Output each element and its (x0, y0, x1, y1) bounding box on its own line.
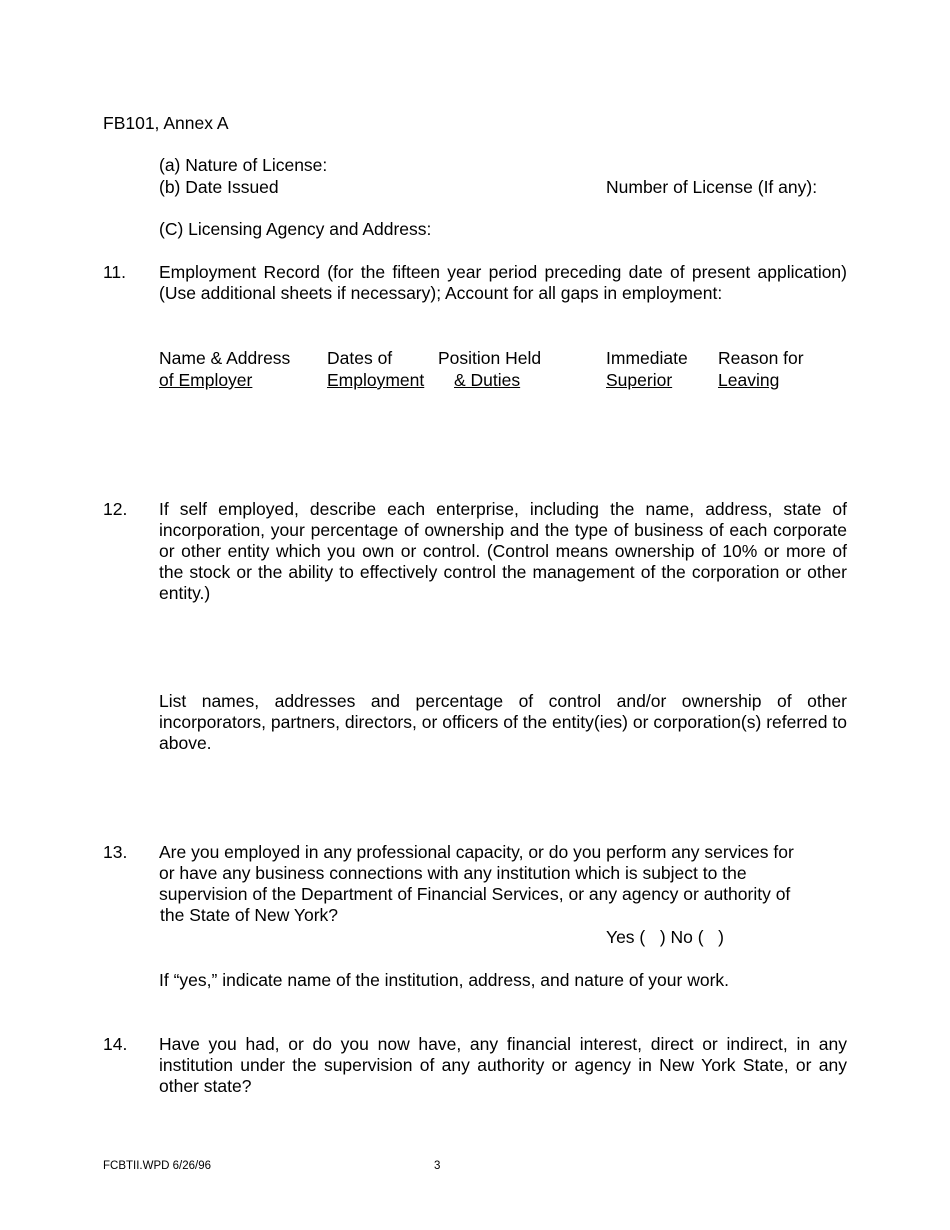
col-employer-line1: Name & Address (159, 348, 291, 368)
q13-line1: Are you employed in any professional capacity, or do you perform any services for (159, 842, 794, 862)
q14-text: Have you had, or do you now have, any financial interest, direct or indirect, in any institution under the supervision of any authority or agency in New York State, or any other state? (159, 1034, 847, 1096)
col-dates-line1: Dates of (327, 348, 393, 368)
q11-text: Employment Record (for the fifteen year period preceding date of present application) (Use additional sheets if necessary); Account for all gaps in employment: (159, 262, 847, 303)
col-superior-line1: Immediate (606, 348, 688, 368)
col-position-line1: Position Held (438, 348, 542, 368)
q11-number: 11. (103, 262, 127, 282)
col-position-line2: & Duties (454, 370, 521, 390)
license-nature-label: (a) Nature of License: (159, 155, 328, 175)
footer-page-number: 3 (434, 1160, 441, 1172)
col-reason-line2: Leaving (718, 370, 780, 390)
q12-number: 12. (103, 499, 128, 519)
q13-followup: If “yes,” indicate name of the institution, address, and nature of your work. (159, 970, 730, 990)
q14-number: 14. (103, 1034, 128, 1054)
q12-text: If self employed, describe each enterprise, including the name, address, state of incorporation, your percentage of ownership and the type of business of each corporate or other entity which you own or control. (Control means ownership of 10% or more of the stock or the ability to effectively control the management of the corporation or other entity.) (159, 499, 847, 603)
q13-line3: supervision of the Department of Financial Services, or any agency or authority of (159, 884, 791, 904)
col-reason-line1: Reason for (718, 348, 804, 368)
license-number-label: Number of License (If any): (606, 177, 818, 197)
q13-yes-no-checkboxes[interactable]: Yes ( ) No ( ) (606, 927, 724, 947)
form-id: FB101, Annex A (103, 113, 229, 133)
q13-number: 13. (103, 842, 128, 862)
q12-list-text: List names, addresses and percentage of control and/or ownership of other incorporators, partners, directors, or officers of the entity(ies) or corporation(s) referred to above. (159, 691, 847, 753)
col-dates-line2: Employment (327, 370, 425, 390)
licensing-agency-label: (C) Licensing Agency and Address: (159, 219, 432, 239)
col-superior-line2: Superior (606, 370, 673, 390)
q13-line4: the State of New York? (160, 905, 339, 925)
q13-line2: or have any business connections with any institution which is subject to the (159, 863, 747, 883)
license-date-issued-label: (b) Date Issued (159, 177, 279, 197)
footer-file-ref: FCBTII.WPD 6/26/96 (103, 1160, 212, 1172)
col-employer-line2: of Employer (159, 370, 253, 390)
